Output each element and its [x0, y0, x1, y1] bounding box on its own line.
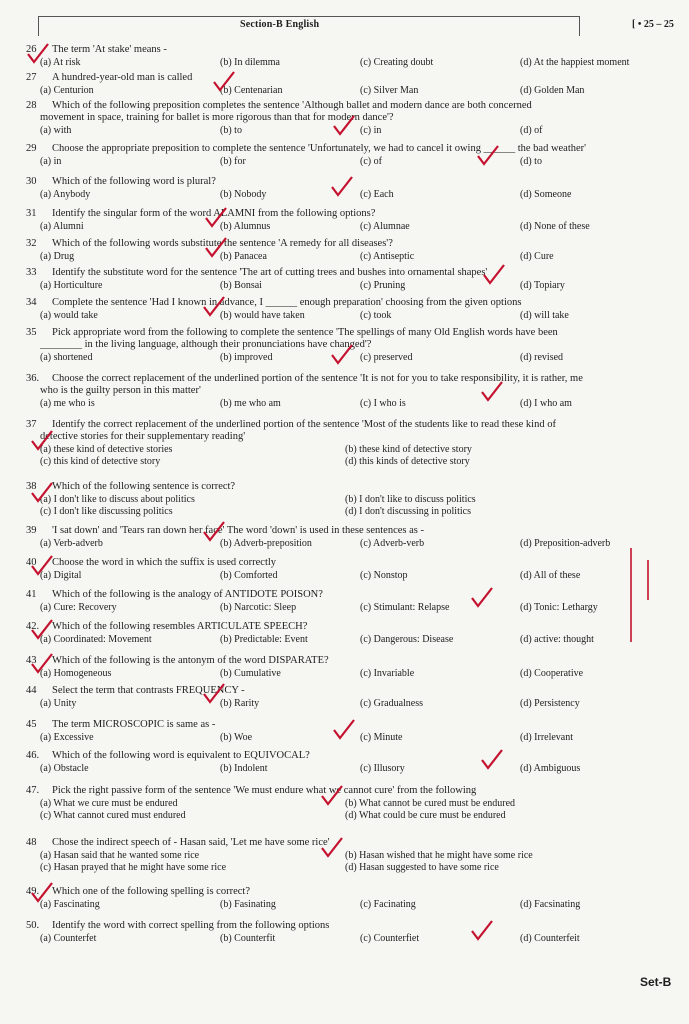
- question-text: Which of the following word is equivalent to EQUIVOCAL?: [52, 750, 310, 761]
- answer-option[interactable]: (a) in: [40, 156, 62, 167]
- check-mark-icon: [472, 921, 492, 939]
- question-text: detective stories for their supplementary reading': [40, 431, 246, 442]
- answer-option[interactable]: (c) Hasan prayed that he might have some rice: [40, 862, 227, 873]
- question-number: 27: [26, 72, 37, 83]
- question-text: who is the guilty person in this matter': [40, 385, 201, 396]
- answer-option[interactable]: (c) Invariable: [360, 668, 415, 679]
- page-code: [ • 25 – 25: [632, 19, 674, 30]
- answer-option[interactable]: (c) What cannot cured must endured: [40, 810, 186, 821]
- answer-option[interactable]: (d) Someone: [520, 189, 572, 200]
- check-mark-icon: [204, 297, 224, 315]
- answer-option[interactable]: (d) active: thought: [520, 634, 594, 645]
- answer-option[interactable]: (a) Centurion: [40, 85, 94, 96]
- answer-option[interactable]: (d) I who am: [520, 398, 572, 409]
- answer-option[interactable]: (d) I don't discussing in politics: [345, 506, 471, 517]
- question-text: movement in space, training for ballet is more rigorous than that for modern dance'?: [40, 112, 394, 123]
- question-number: 32: [26, 238, 37, 249]
- answer-option[interactable]: (b) for: [220, 156, 246, 167]
- answer-option[interactable]: (b) I don't like to discuss politics: [345, 494, 476, 505]
- answer-option[interactable]: (b) Counterfit: [220, 933, 276, 944]
- answer-option[interactable]: (c) Nonstop: [360, 570, 408, 581]
- answer-option[interactable]: (a) Hasan said that he wanted some rice: [40, 850, 200, 861]
- answer-option[interactable]: (a) Horticulture: [40, 280, 103, 291]
- answer-option[interactable]: (d) Ambiguous: [520, 763, 581, 774]
- answer-option[interactable]: (b) Nobody: [220, 189, 267, 200]
- answer-option[interactable]: (c) this kind of detective story: [40, 456, 161, 467]
- answer-option[interactable]: (c) preserved: [360, 352, 413, 363]
- answer-option[interactable]: (b) would have taken: [220, 310, 305, 321]
- question-text: Chose the indirect speech of - Hasan said, 'Let me have some rice': [52, 837, 330, 848]
- check-mark-icon: [482, 750, 502, 768]
- answer-option[interactable]: (b) Bonsai: [220, 280, 262, 291]
- question-number: 44: [26, 685, 37, 696]
- check-mark-icon: [32, 556, 52, 574]
- answer-option[interactable]: (b) Alumnus: [220, 221, 271, 232]
- answer-option[interactable]: (b) Adverb-preposition: [220, 538, 312, 549]
- question-number: 34: [26, 297, 37, 308]
- question-text: Which of the following is the analogy of ANTIDOTE POISON?: [52, 589, 323, 600]
- answer-option[interactable]: (a) with: [40, 125, 72, 136]
- question-number: 28: [26, 100, 37, 111]
- answer-option[interactable]: (a) Obstacle: [40, 763, 89, 774]
- answer-option[interactable]: (c) Counterfiet: [360, 933, 420, 944]
- question-number: 39: [26, 525, 37, 536]
- answer-option[interactable]: (a) would take: [40, 310, 98, 321]
- question-text: Which of the following word is plural?: [52, 176, 216, 187]
- check-mark-icon: [472, 588, 492, 606]
- question-number: 49.: [26, 886, 40, 897]
- answer-option[interactable]: (a) Coordinated: Movement: [40, 634, 152, 645]
- question-text: Which of the following is the antonym of the word DISPARATE?: [52, 655, 329, 666]
- question-text: Pick appropriate word from the following to complete the sentence 'The spellings of many Old English words have been: [52, 327, 558, 338]
- answer-option[interactable]: (d) Golden Man: [520, 85, 585, 96]
- check-mark-icon: [482, 382, 502, 400]
- answer-option[interactable]: (c) in: [360, 125, 382, 136]
- answer-option[interactable]: (c) took: [360, 310, 392, 321]
- check-mark-icon: [206, 238, 226, 256]
- question-number: 42.: [26, 621, 40, 632]
- question-number: 26: [26, 44, 37, 55]
- answer-option[interactable]: (d) revised: [520, 352, 564, 363]
- question-text: ________ in the living language, although their pronunciations have changed'?: [40, 339, 372, 350]
- answer-option[interactable]: (c) Dangerous: Disease: [360, 634, 454, 645]
- answer-option[interactable]: (a) Excessive: [40, 732, 94, 743]
- answer-option[interactable]: (b) Panacea: [220, 251, 267, 262]
- answer-option[interactable]: (d) will take: [520, 310, 569, 321]
- check-mark-icon: [32, 883, 52, 901]
- answer-option[interactable]: (d) At the happiest moment: [520, 57, 630, 68]
- answer-option[interactable]: (d) Counterfeit: [520, 933, 580, 944]
- check-mark-icon: [206, 208, 226, 226]
- check-mark-icon: [332, 345, 352, 363]
- answer-option[interactable]: (c) Alumnae: [360, 221, 410, 232]
- question-text: Which of the following sentence is correct?: [52, 481, 236, 492]
- answer-option[interactable]: (c) Antiseptic: [360, 251, 415, 262]
- question-text: 'I sat down' and 'Tears ran down her face' The word 'down' is used in these sentences as -: [52, 525, 424, 536]
- question-number: 33: [26, 267, 37, 278]
- answer-option[interactable]: (c) Each: [360, 189, 394, 200]
- check-mark-icon: [204, 684, 224, 702]
- check-mark-icon: [204, 522, 224, 540]
- answer-option[interactable]: (b) these kind of detective story: [345, 444, 472, 455]
- answer-option[interactable]: (b) Woe: [220, 732, 253, 743]
- set-label: Set-B: [640, 975, 672, 989]
- answer-option[interactable]: (a) At risk: [40, 57, 81, 68]
- answer-option[interactable]: (b) Fasinating: [220, 899, 276, 910]
- check-mark-icon: [334, 116, 354, 134]
- answer-option[interactable]: (d) Topiary: [520, 280, 565, 291]
- question-text: Which of the following words substitute the sentence 'A remedy for all diseases'?: [52, 238, 393, 249]
- answer-option[interactable]: (d) Facsinating: [520, 899, 581, 910]
- answer-option[interactable]: (a) Counterfet: [40, 933, 97, 944]
- question-text: Which one of the following spelling is correct?: [52, 886, 250, 897]
- answer-option[interactable]: (b) Hasan wished that he might have some rice: [345, 850, 533, 861]
- question-number: 29: [26, 143, 37, 154]
- answer-option[interactable]: (d) All of these: [520, 570, 581, 581]
- question-text: Identify the correct replacement of the underlined portion of the sentence 'Most of the students like to read these kind of: [52, 419, 556, 430]
- question-number: 48: [26, 837, 37, 848]
- answer-option[interactable]: (d) Persistency: [520, 698, 580, 709]
- question-number: 46.: [26, 750, 40, 761]
- answer-option[interactable]: (b) to: [220, 125, 242, 136]
- answer-option[interactable]: (a) Drug: [40, 251, 75, 262]
- answer-option[interactable]: (a) Unity: [40, 698, 77, 709]
- answer-option[interactable]: (b) Centenarian: [220, 85, 283, 96]
- answer-option[interactable]: (b) Rarity: [220, 698, 260, 709]
- answer-option[interactable]: (a) Verb-adverb: [40, 538, 103, 549]
- question-text: Select the term that contrasts FREQUENCY -: [52, 685, 245, 696]
- check-mark-icon: [214, 72, 234, 90]
- answer-option[interactable]: (d) to: [520, 156, 542, 167]
- question-text: Identify the substitute word for the sentence 'The art of cutting trees and bushes into ornamental shapes': [52, 267, 488, 278]
- question-text: Pick the right passive form of the sentence 'We must endure what we cannot cure' from the following: [52, 785, 477, 796]
- answer-option[interactable]: (d) Cooperative: [520, 668, 584, 679]
- check-mark-icon: [322, 838, 342, 856]
- answer-option[interactable]: (d) this kinds of detective story: [345, 456, 470, 467]
- answer-option[interactable]: (a) me who is: [40, 398, 95, 409]
- answer-option[interactable]: (a) Homogeneous: [40, 668, 112, 679]
- answer-option[interactable]: (d) Tonic: Lethargy: [520, 602, 598, 613]
- answer-option[interactable]: (d) Preposition-adverb: [520, 538, 611, 549]
- answer-option[interactable]: (d) Irrelevant: [520, 732, 574, 743]
- answer-option[interactable]: (d) of: [520, 125, 543, 136]
- question-text: Choose the correct replacement of the underlined portion of the sentence 'It is not for you to take responsibility, it is rather, me: [52, 373, 583, 384]
- question-text: The term 'At stake' means -: [52, 44, 167, 55]
- answer-option[interactable]: (b) In dilemma: [220, 57, 280, 68]
- question-number: 40: [26, 557, 37, 568]
- question-number: 38: [26, 481, 37, 492]
- answer-option[interactable]: (c) Facinating: [360, 899, 416, 910]
- question-text: Identify the singular form of the word ALAMNI from the following options?: [52, 208, 376, 219]
- answer-option[interactable]: (a) Cure: Recovery: [40, 602, 117, 613]
- question-number: 35: [26, 327, 37, 338]
- question-text: Identify the word with correct spelling from the following options: [52, 920, 330, 931]
- question-number: 36.: [26, 373, 40, 384]
- question-text: Choose the word in which the suffix is used correctly: [52, 557, 277, 568]
- check-mark-icon: [484, 265, 504, 283]
- answer-option[interactable]: (c) Pruning: [360, 280, 406, 291]
- answer-option[interactable]: (c) Creating doubt: [360, 57, 434, 68]
- answer-option[interactable]: (d) None of these: [520, 221, 590, 232]
- question-number: 31: [26, 208, 37, 219]
- check-mark-icon: [334, 720, 354, 738]
- answer-option[interactable]: (a) Fascinating: [40, 899, 100, 910]
- answer-option[interactable]: (a) these kind of detective stories: [40, 444, 173, 455]
- check-mark-icon: [32, 654, 52, 672]
- answer-option[interactable]: (b) me who am: [220, 398, 281, 409]
- question-text: Which of the following preposition completes the sentence 'Although ballet and modern dance are both concerned: [52, 100, 532, 111]
- answer-option[interactable]: (c) Gradualness: [360, 698, 424, 709]
- answer-option[interactable]: (c) of: [360, 156, 382, 167]
- answer-option[interactable]: (b) What cannot be cured must be endured: [345, 798, 516, 809]
- question-number: 47.: [26, 785, 40, 796]
- question-text: Choose the appropriate preposition to complete the sentence 'Unfortunately, we had to cancel it owing ______ the bad weather': [52, 143, 587, 154]
- answer-option[interactable]: (a) Anybody: [40, 189, 91, 200]
- answer-option[interactable]: (b) Narcotic: Sleep: [220, 602, 297, 613]
- answer-option[interactable]: (b) Cumulative: [220, 668, 281, 679]
- check-mark-icon: [32, 431, 52, 449]
- answer-option[interactable]: (c) I who is: [360, 398, 406, 409]
- answer-option[interactable]: (d) Cure: [520, 251, 554, 262]
- check-mark-icon: [32, 620, 52, 638]
- answer-option[interactable]: (c) Illusory: [360, 763, 405, 774]
- check-mark-icon: [478, 146, 498, 164]
- answer-option[interactable]: (d) Hasan suggested to have some rice: [345, 862, 499, 873]
- question-number: 43: [26, 655, 37, 666]
- answer-option[interactable]: (c) I don't like discussing politics: [40, 506, 173, 517]
- answer-option[interactable]: (a) I don't like to discuss about politics: [40, 494, 195, 505]
- question-text: The term MICROSCOPIC is same as -: [52, 719, 216, 730]
- answer-option[interactable]: (c) Minute: [360, 732, 403, 743]
- answer-option[interactable]: (b) improved: [220, 352, 273, 363]
- answer-option[interactable]: (a) Digital: [40, 570, 82, 581]
- answer-option[interactable]: (a) What we cure must be endured: [40, 798, 178, 809]
- answer-option[interactable]: (d) What could be cure must be endured: [345, 810, 506, 821]
- answer-option[interactable]: (a) shortened: [40, 352, 93, 363]
- question-text: Which of the following resembles ARTICULATE SPEECH?: [52, 621, 308, 632]
- question-number: 45: [26, 719, 37, 730]
- answer-option[interactable]: (c) Adverb-verb: [360, 538, 425, 549]
- question-text: A hundred-year-old man is called: [52, 72, 193, 83]
- question-number: 30: [26, 176, 37, 187]
- section-title: Section-B English: [240, 19, 320, 30]
- answer-option[interactable]: (b) Indolent: [220, 763, 268, 774]
- answer-option[interactable]: (c) Silver Man: [360, 85, 419, 96]
- check-mark-icon: [322, 786, 342, 804]
- answer-option[interactable]: (c) Stimulant: Relapse: [360, 602, 450, 613]
- check-mark-icon: [332, 177, 352, 195]
- question-number: 41: [26, 589, 37, 600]
- question-number: 50.: [26, 920, 40, 931]
- question-number: 37: [26, 419, 37, 430]
- answer-option[interactable]: (b) Predictable: Event: [220, 634, 308, 645]
- check-mark-icon: [32, 483, 52, 501]
- answer-option[interactable]: (b) Comforted: [220, 570, 278, 581]
- question-text: Complete the sentence 'Had I known in advance, I ______ enough preparation' choosing from the given options: [52, 297, 522, 308]
- check-mark-icon: [28, 44, 48, 62]
- answer-option[interactable]: (a) Alumni: [40, 221, 84, 232]
